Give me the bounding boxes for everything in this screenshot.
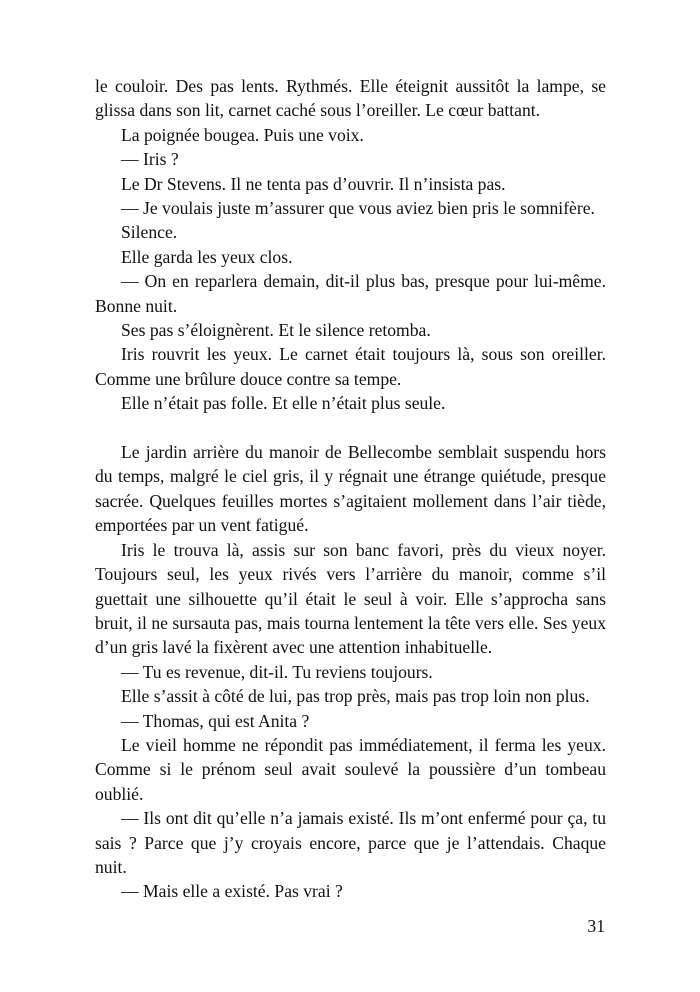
paragraph: Iris le trouva là, assis sur son banc favori, près du vieux noyer. Toujours seul, les yeux rivés vers l’arrière du manoir, comme s’il guettait une silhouette qu’il était le seul à voir. Elle s’approcha sans bruit, il ne sursauta pas, mais tourna lentement la tête vers elle. Ses yeux d’un gris lavé la fixèrent avec une attention inhabituelle. [95, 539, 606, 658]
dialogue-line: — Ils ont dit qu’elle n’a jamais existé. Ils m’ont enfermé pour ça, tu sais ? Parce que j’y croyais encore, parce que je l’attendais. Chaque nuit. [95, 808, 606, 877]
paragraph: Ses pas s’éloignèrent. Et le silence retomba. [121, 320, 431, 341]
section-break [95, 416, 606, 440]
paragraph: le couloir. Des pas lents. Rythmés. Elle éteignit aussitôt la lampe, se glissa dans son lit, carnet caché sous l’oreiller. Le cœur battant. [95, 76, 606, 121]
paragraph: Elle garda les yeux clos. [121, 246, 293, 267]
page-number: 31 [587, 916, 605, 936]
dialogue-line: — Tu es revenue, dit-il. Tu reviens toujours. [121, 661, 433, 682]
paragraph: La poignée bougea. Puis une voix. [121, 124, 364, 145]
paragraph: Silence. [121, 222, 178, 243]
dialogue-line: — Thomas, qui est Anita ? [121, 710, 310, 731]
dialogue-line: — Je voulais juste m’assurer que vous aviez bien pris le somnifère. [121, 198, 595, 219]
paragraph: Elle n’était pas folle. Et elle n’était plus seule. [121, 393, 446, 414]
dialogue-line: — Iris ? [121, 149, 179, 170]
paragraph: Le Dr Stevens. Il ne tenta pas d’ouvrir. Il n’insista pas. [121, 173, 506, 194]
paragraph: Elle s’assit à côté de lui, pas trop près, mais pas trop loin non plus. [121, 686, 590, 707]
paragraph: Iris rouvrit les yeux. Le carnet était toujours là, sous son oreiller. Comme une brûlure douce contre sa tempe. [95, 344, 606, 389]
dialogue-line: — Mais elle a existé. Pas vrai ? [121, 881, 343, 902]
paragraph: Le jardin arrière du manoir de Bellecombe semblait suspendu hors du temps, malgré le ciel gris, il y régnait une étrange quiétude, presque sacrée. Quelques feuilles mortes s’agitaient mollement dans l’air tiède, emportées par un vent fatigué. [95, 442, 606, 536]
dialogue-line: — On en reparlera demain, dit-il plus bas, presque pour lui-même. Bonne nuit. [95, 271, 606, 316]
paragraph: Le vieil homme ne répondit pas immédiatement, il ferma les yeux. Comme si le prénom seul avait soulevé la poussière d’un tombeau oublié. [95, 734, 606, 804]
page-body [95, 74, 606, 904]
